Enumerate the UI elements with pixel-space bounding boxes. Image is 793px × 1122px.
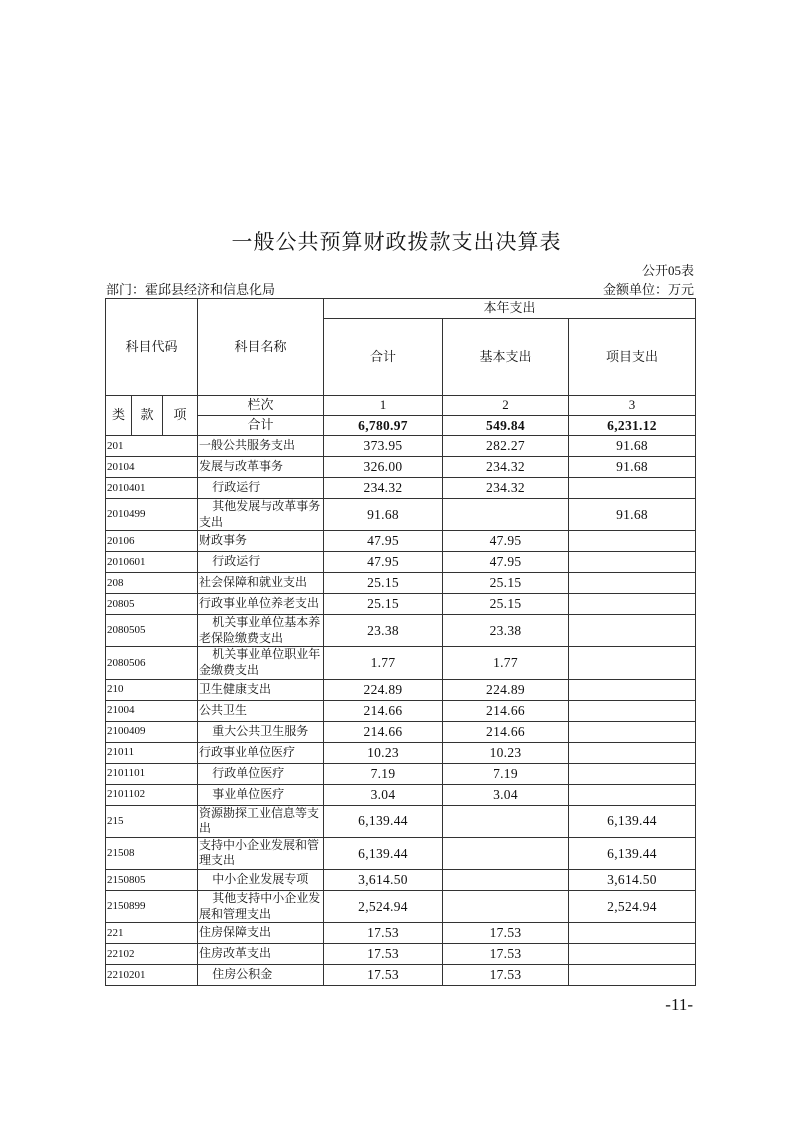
subject-code: 2100409 [106,721,198,742]
column-index-3: 3 [569,396,696,416]
basic-amount: 282.27 [443,436,569,457]
total-amount: 23.38 [324,615,443,647]
subject-name: 财政事务 [198,531,324,552]
basic-amount [443,869,569,890]
subject-code: 2080506 [106,647,198,679]
header-kuan: 款 [132,396,163,436]
subject-code: 2150899 [106,890,198,922]
basic-amount: 224.89 [443,679,569,700]
basic-amount: 25.15 [443,594,569,615]
subject-code: 2010401 [106,478,198,499]
table-row [106,679,696,700]
subject-name: 其他支持中小企业发展和管理支出 [198,890,324,922]
subject-name: 行政事业单位养老支出 [198,594,324,615]
basic-amount: 17.53 [443,965,569,986]
table-row [106,478,696,499]
total-amount: 326.00 [324,457,443,478]
total-amount: 3,614.50 [324,869,443,890]
table-row [106,647,696,679]
basic-amount [443,890,569,922]
subject-code: 201 [106,436,198,457]
basic-amount: 47.95 [443,552,569,573]
total-amount: 10.23 [324,742,443,763]
project-amount [569,573,696,594]
subject-name: 行政运行 [198,552,324,573]
table-row [106,923,696,944]
basic-amount: 234.32 [443,457,569,478]
total-amount: 1.77 [324,647,443,679]
subject-name: 支持中小企业发展和管理支出 [198,837,324,869]
project-amount [569,647,696,679]
project-amount [569,742,696,763]
total-amount: 47.95 [324,531,443,552]
project-amount [569,763,696,784]
department-label: 部门：霍邱县经济和信息化局 [106,282,276,297]
header-basic-expenditure: 基本支出 [443,319,569,396]
table-row [106,965,696,986]
project-amount: 3,614.50 [569,869,696,890]
table-row [106,742,696,763]
expenditure-table [105,298,696,986]
total-amount: 3.04 [324,784,443,805]
subject-code: 2101101 [106,763,198,784]
subject-code: 21004 [106,700,198,721]
table-row [106,700,696,721]
subject-name: 住房保障支出 [198,923,324,944]
subject-code: 21508 [106,837,198,869]
table-row [106,531,696,552]
project-amount [569,965,696,986]
table-row [106,721,696,742]
header-subject-code: 科目代码 [106,299,198,396]
subject-code: 20104 [106,457,198,478]
header-lei: 类 [106,396,132,436]
subject-name: 其他发展与改革事务支出 [198,499,324,531]
table-row [106,837,696,869]
project-amount [569,784,696,805]
basic-amount: 17.53 [443,944,569,965]
sum-basic: 549.84 [443,416,569,436]
total-amount: 25.15 [324,594,443,615]
project-amount: 6,139.44 [569,805,696,837]
table-row [106,763,696,784]
header-project-expenditure: 项目支出 [569,319,696,396]
total-amount: 373.95 [324,436,443,457]
table-row [106,594,696,615]
basic-amount: 25.15 [443,573,569,594]
total-amount: 91.68 [324,499,443,531]
table-row [106,573,696,594]
total-amount: 224.89 [324,679,443,700]
project-amount [569,552,696,573]
total-amount: 6,139.44 [324,837,443,869]
subject-code: 221 [106,923,198,944]
basic-amount: 214.66 [443,700,569,721]
page-number: -11- [665,995,693,1014]
project-amount [569,923,696,944]
subject-name: 机关事业单位基本养老保险缴费支出 [198,615,324,647]
basic-amount: 3.04 [443,784,569,805]
total-amount: 214.66 [324,721,443,742]
basic-amount: 234.32 [443,478,569,499]
total-amount: 2,524.94 [324,890,443,922]
total-amount: 234.32 [324,478,443,499]
subject-code: 2010601 [106,552,198,573]
table-row [106,615,696,647]
table-row [106,436,696,457]
subject-name: 行政运行 [198,478,324,499]
subject-code: 22102 [106,944,198,965]
project-amount [569,679,696,700]
subject-name: 行政单位医疗 [198,763,324,784]
sum-project: 6,231.12 [569,416,696,436]
basic-amount [443,837,569,869]
table-row [106,869,696,890]
basic-amount: 7.19 [443,763,569,784]
project-amount [569,531,696,552]
amount-unit-label: 金额单位：万元 [602,282,694,297]
table-row [106,552,696,573]
subject-code: 21011 [106,742,198,763]
basic-amount: 23.38 [443,615,569,647]
table-row [106,944,696,965]
project-amount [569,615,696,647]
project-amount: 91.68 [569,457,696,478]
basic-amount: 47.95 [443,531,569,552]
basic-amount: 10.23 [443,742,569,763]
project-amount: 2,524.94 [569,890,696,922]
subject-name: 重大公共卫生服务 [198,721,324,742]
table-row [106,499,696,531]
subject-name: 一般公共服务支出 [198,436,324,457]
column-index-1: 1 [324,396,443,416]
subject-code: 208 [106,573,198,594]
total-amount: 17.53 [324,965,443,986]
header-current-year-expenditure: 本年支出 [324,299,696,319]
subject-code: 20106 [106,531,198,552]
header-total: 合计 [324,319,443,396]
basic-amount: 17.53 [443,923,569,944]
total-amount: 6,139.44 [324,805,443,837]
project-amount [569,944,696,965]
subject-name: 公共卫生 [198,700,324,721]
subject-code: 2080505 [106,615,198,647]
total-amount: 17.53 [324,923,443,944]
project-amount [569,594,696,615]
subject-name: 发展与改革事务 [198,457,324,478]
basic-amount: 1.77 [443,647,569,679]
project-amount: 91.68 [569,499,696,531]
subject-name: 中小企业发展专项 [198,869,324,890]
subject-code: 2150805 [106,869,198,890]
subject-name: 事业单位医疗 [198,784,324,805]
subject-name: 住房公积金 [198,965,324,986]
subject-name: 社会保障和就业支出 [198,573,324,594]
total-amount: 25.15 [324,573,443,594]
column-index-label: 栏次 [198,396,324,416]
subject-code: 20805 [106,594,198,615]
project-amount: 91.68 [569,436,696,457]
header-subject-name: 科目名称 [198,299,324,396]
subject-name: 住房改革支出 [198,944,324,965]
basic-amount: 214.66 [443,721,569,742]
page-title: 一般公共预算财政拨款支出决算表 [231,231,562,254]
total-amount: 7.19 [324,763,443,784]
table-row [106,890,696,922]
table-row [106,457,696,478]
subject-code: 215 [106,805,198,837]
project-amount [569,721,696,742]
basic-amount [443,499,569,531]
sum-total: 6,780.97 [324,416,443,436]
subject-name: 资源勘探工业信息等支出 [198,805,324,837]
table-row [106,784,696,805]
subject-code: 2210201 [106,965,198,986]
subject-code: 2010499 [106,499,198,531]
subject-code: 2101102 [106,784,198,805]
total-amount: 214.66 [324,700,443,721]
form-number: 公开05表 [641,263,694,278]
column-index-2: 2 [443,396,569,416]
total-amount: 17.53 [324,944,443,965]
project-amount [569,700,696,721]
project-amount: 6,139.44 [569,837,696,869]
total-amount: 47.95 [324,552,443,573]
header-xiang: 项 [163,396,198,436]
subject-code: 210 [106,679,198,700]
sum-label: 合计 [198,416,324,436]
basic-amount [443,805,569,837]
subject-name: 行政事业单位医疗 [198,742,324,763]
subject-name: 卫生健康支出 [198,679,324,700]
subject-name: 机关事业单位职业年金缴费支出 [198,647,324,679]
table-row [106,805,696,837]
project-amount [569,478,696,499]
